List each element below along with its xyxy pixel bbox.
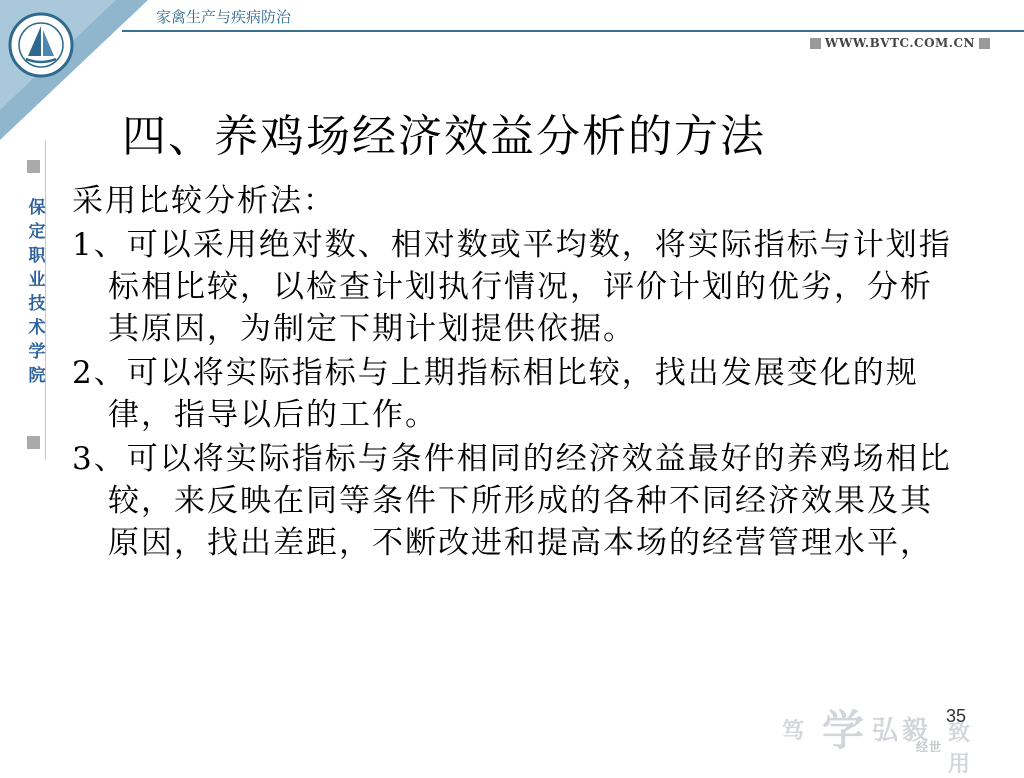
bullet-square-icon <box>979 38 990 49</box>
bullet-square-icon <box>810 38 821 49</box>
item-number: 1 <box>72 227 94 263</box>
item-text: 、可以将实际指标与条件相同的经济效益最好的养鸡场相比较，来反映在同等条件下所形成的各种不同经济效果及其原因，找出差距，不断改进和提高本场的经营管理水平， <box>93 441 952 561</box>
list-item <box>72 352 952 436</box>
header-divider <box>122 30 1024 32</box>
item-number: 3 <box>72 441 94 477</box>
item-number: 2 <box>72 355 94 391</box>
sidebar-square-icon <box>27 160 40 173</box>
watermark-char: 笃 <box>782 719 809 744</box>
sidebar-square-icon <box>27 436 40 449</box>
watermark-char: 弘毅 <box>872 716 933 746</box>
watermark-char: 学 <box>822 706 869 755</box>
slide-body <box>72 180 952 564</box>
school-logo-icon <box>8 12 74 78</box>
website-banner <box>810 36 990 50</box>
item-text: 、可以采用绝对数、相对数或平均数，将实际指标与计划指标相比较，以检查计划执行情况，评价计划的优劣，分析其原因，为制定下期计划提供依据。 <box>93 227 952 347</box>
item-text: 、可以将实际指标与上期指标相比较，找出发展变化的规律，指导以后的工作。 <box>93 355 919 433</box>
course-title: 家禽生产与疾病防治 <box>156 8 292 26</box>
list-item <box>72 224 952 350</box>
page-number: 35 <box>945 706 966 726</box>
watermark-char: 经世 <box>916 740 943 754</box>
watermark-char: 致用 <box>948 721 975 777</box>
website-url: WWW.BVTC.COM.CN <box>824 36 975 50</box>
slide-title: 四、养鸡场经济效益分析的方法 <box>122 111 766 162</box>
school-name-vertical: 保定职业技术学院 <box>28 198 46 386</box>
intro-text: 采用比较分析法： <box>72 183 336 219</box>
list-item <box>72 438 952 564</box>
